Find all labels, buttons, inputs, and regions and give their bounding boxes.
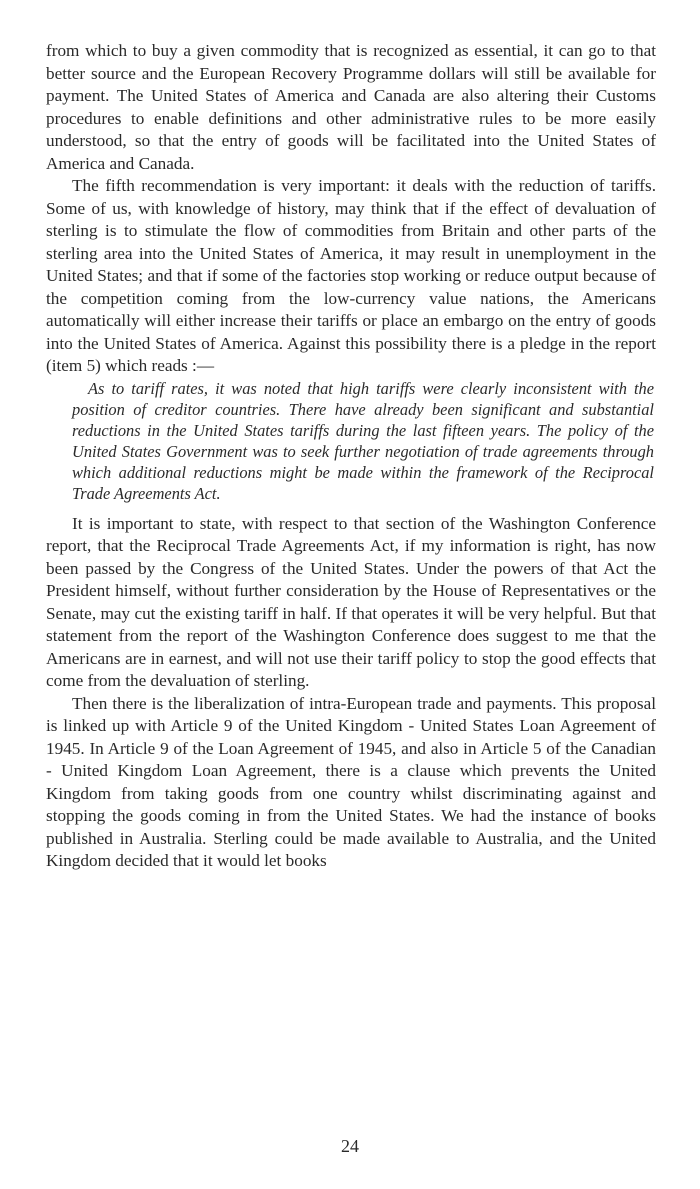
- paragraph-intra-european-trade: Then there is the liberalization of intra-European trade and payments. This proposal is linked up with Article 9 of the United Kingdom - United States Loan Agreement of 1945. In Article 9 of the Loan Agreement of 1945, and also in Article 5 of the Canadian - United Kingdom Loan Agreement, there is a clause which prevents the United Kingdom from taking goods from one country whilst discriminating against and stopping the goods coming in from the United States. We had the instance of books published in Australia. Sterling could be made available to Australia, and the United Kingdom decided that it would let books: [46, 693, 656, 870]
- block-quote-report: As to tariff rates, it was noted that high tariffs were clearly inconsistent with the position of creditor countries. There have already been significant and substantial reductions in the United States tariffs during the last fifteen years. The policy of the United States Government was to seek further negotiation of trade agreements through which additional reductions might be made within the framework of the Reciprocal Trade Agreements Act.: [72, 378, 654, 503]
- document-page: [46, 40, 656, 873]
- paragraph-continuation: from which to buy a given commodity that is recognized as essential, it can go to that better source and the European Recovery Programme dollars will still be available for payment. The United States of America and Canada are also altering their Customs procedures to enable definitions and other administrative rules to be more easily understood, so that the entry of goods will be facilitated into the United States of America and Canada.: [46, 41, 656, 173]
- page-number: 24: [341, 1136, 359, 1156]
- paragraph-tariff-recommendation: The fifth recommendation is very important: it deals with the reduction of tariffs. Some of us, with knowledge of history, may think that if the effect of devaluation of sterling is to stimulate the flow of commodities from Britain and other parts of the sterling area into the United States of America, it may result in unemployment in the United States; and that if some of the factories stop working or reduce output because of the competition coming from the low-currency value nations, the Americans automatically will either increase their tariffs or place an embargo on the entry of goods into the United States of America. Against this possibility there is a pledge in the report (item 5) which reads :—: [46, 176, 656, 375]
- paragraph-reciprocal-trade-act: It is important to state, with respect to that section of the Washington Conference report, that the Reciprocal Trade Agreements Act, if my information is right, has now been passed by the Congress of the United States. Under the powers of that Act the President himself, without further consideration by the House of Representatives or the Senate, may cut the existing tariff in half. If that operates it will be very helpful. But that statement from the report of the Washington Conference does suggest to me that the Americans are in earnest, and will not use their tariff policy to stop the good effects that come from the devaluation of sterling.: [46, 513, 656, 690]
